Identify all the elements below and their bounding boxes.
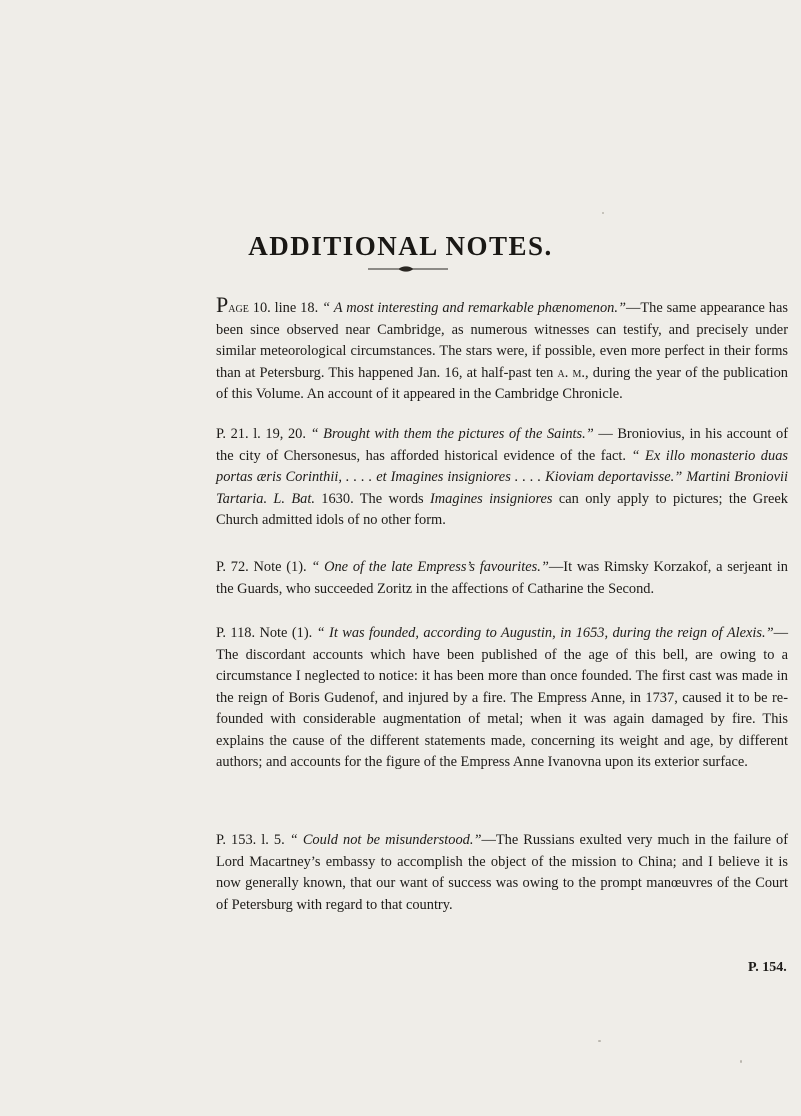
note-page-118 [216, 623, 788, 774]
note-text: —It was Rimsky Korzakof, a serjeant in the Guards, who succeeded Zoritz in the affections of Catharine the Second. [216, 559, 788, 597]
note-quote: “ Could not be misunderstood.” [289, 832, 482, 848]
note-quote: “ It was founded, according to Augustin, in 1653, during the reign of Alexis.” [316, 625, 774, 641]
note-ref: P. 21. l. 19, 20. [216, 426, 306, 442]
page-title: ADDITIONAL NOTES. [248, 231, 553, 261]
note-ref: Page 10. line 18. [216, 292, 319, 317]
note-ref: P. 118. Note (1). [216, 625, 313, 641]
note-quote: “ One of the late Empress’s favourites.” [311, 559, 549, 575]
note-ref: P. 72. Note (1). [216, 559, 307, 575]
note-quote: “ A most interesting and remarkable phænomenon.” [322, 300, 626, 316]
latin-quote: “ Ex illo monasterio duas portas æris Corinthii, . . . . et Imagines insigniores . . . . Kioviam deportavisse.” [216, 447, 788, 485]
catchword: P. 154. [748, 960, 787, 975]
citation-year: 1630. [314, 490, 354, 507]
note-am: a. m. [557, 364, 586, 381]
divider-ornament [368, 264, 448, 274]
note-quote: “ Brought with them the pictures of the Saints.” [310, 426, 594, 442]
citation: Martini Broniovii Tartaria. L. Bat. [216, 469, 788, 507]
note-text: — Broniovius, in his account of the city of Chersonesus, has afforded historical evidence of the fact. [216, 426, 788, 464]
note-text-cont: , during the year of the publication of this Volume. An account of it appeared in the Cambridge Chronicle. [216, 364, 788, 402]
note-page-153 [216, 830, 788, 916]
note-page-21: P. 21. l. 19, 20. “ Brought with them the pictures of the Saints.” — Broniovius, in his account of the city of Chersonesus, has afforded historical evidence of the fact. “ Ex illo monasterio duas portas æris Corinthii, . . . . et Imagines insigniores . . . . Kioviam deportavisse.” Martini Broniovii Tartaria. L. Bat. 1630. The words Imagines insigniores can only apply to pictures; the Greek Church admitted idols of no other form. [216, 426, 788, 528]
note-text: —The Russians exulted very much in the failure of Lord Macartney’s embassy to accomplish the object of the mission to China; and I believe it is now generally known, that our want of success was owing to the prompt manœuvres of the Court of Petersburg with regard to that country. [216, 832, 788, 913]
note-text: —The discordant accounts which have been published of the age of this bell, are owing to a circumstance I neglected to notice: it has been more than once founded. The first cast was made in the reign of Boris Gudenof, and injured by a fire. The Empress Anne, in 1737, caused it to be re-founded with considerable augmentation of metal; when it was again damaged by fire. This explains the cause of the different statements made, concerning its weight and age, by different authors; and accounts for the figure of the Empress Anne Ivanovna upon its exterior surface. [216, 625, 788, 770]
paper-speck [740, 1060, 742, 1063]
note-page-72 [216, 557, 788, 600]
paper-speck [602, 212, 604, 214]
note-page-10 [216, 294, 788, 406]
note-text: —The same appearance has been since observed near Cambridge, as numerous witnesses can testify, and precisely under similar meteorological circumstances. The stars were, if possible, even more perfect in their forms than at Petersburg. This happened Jan. 16, at half-past ten [216, 300, 788, 381]
imagines-phrase: Imagines insigniores [430, 490, 553, 507]
paper-speck [598, 1040, 601, 1042]
note-ref: P. 153. l. 5. [216, 832, 285, 848]
